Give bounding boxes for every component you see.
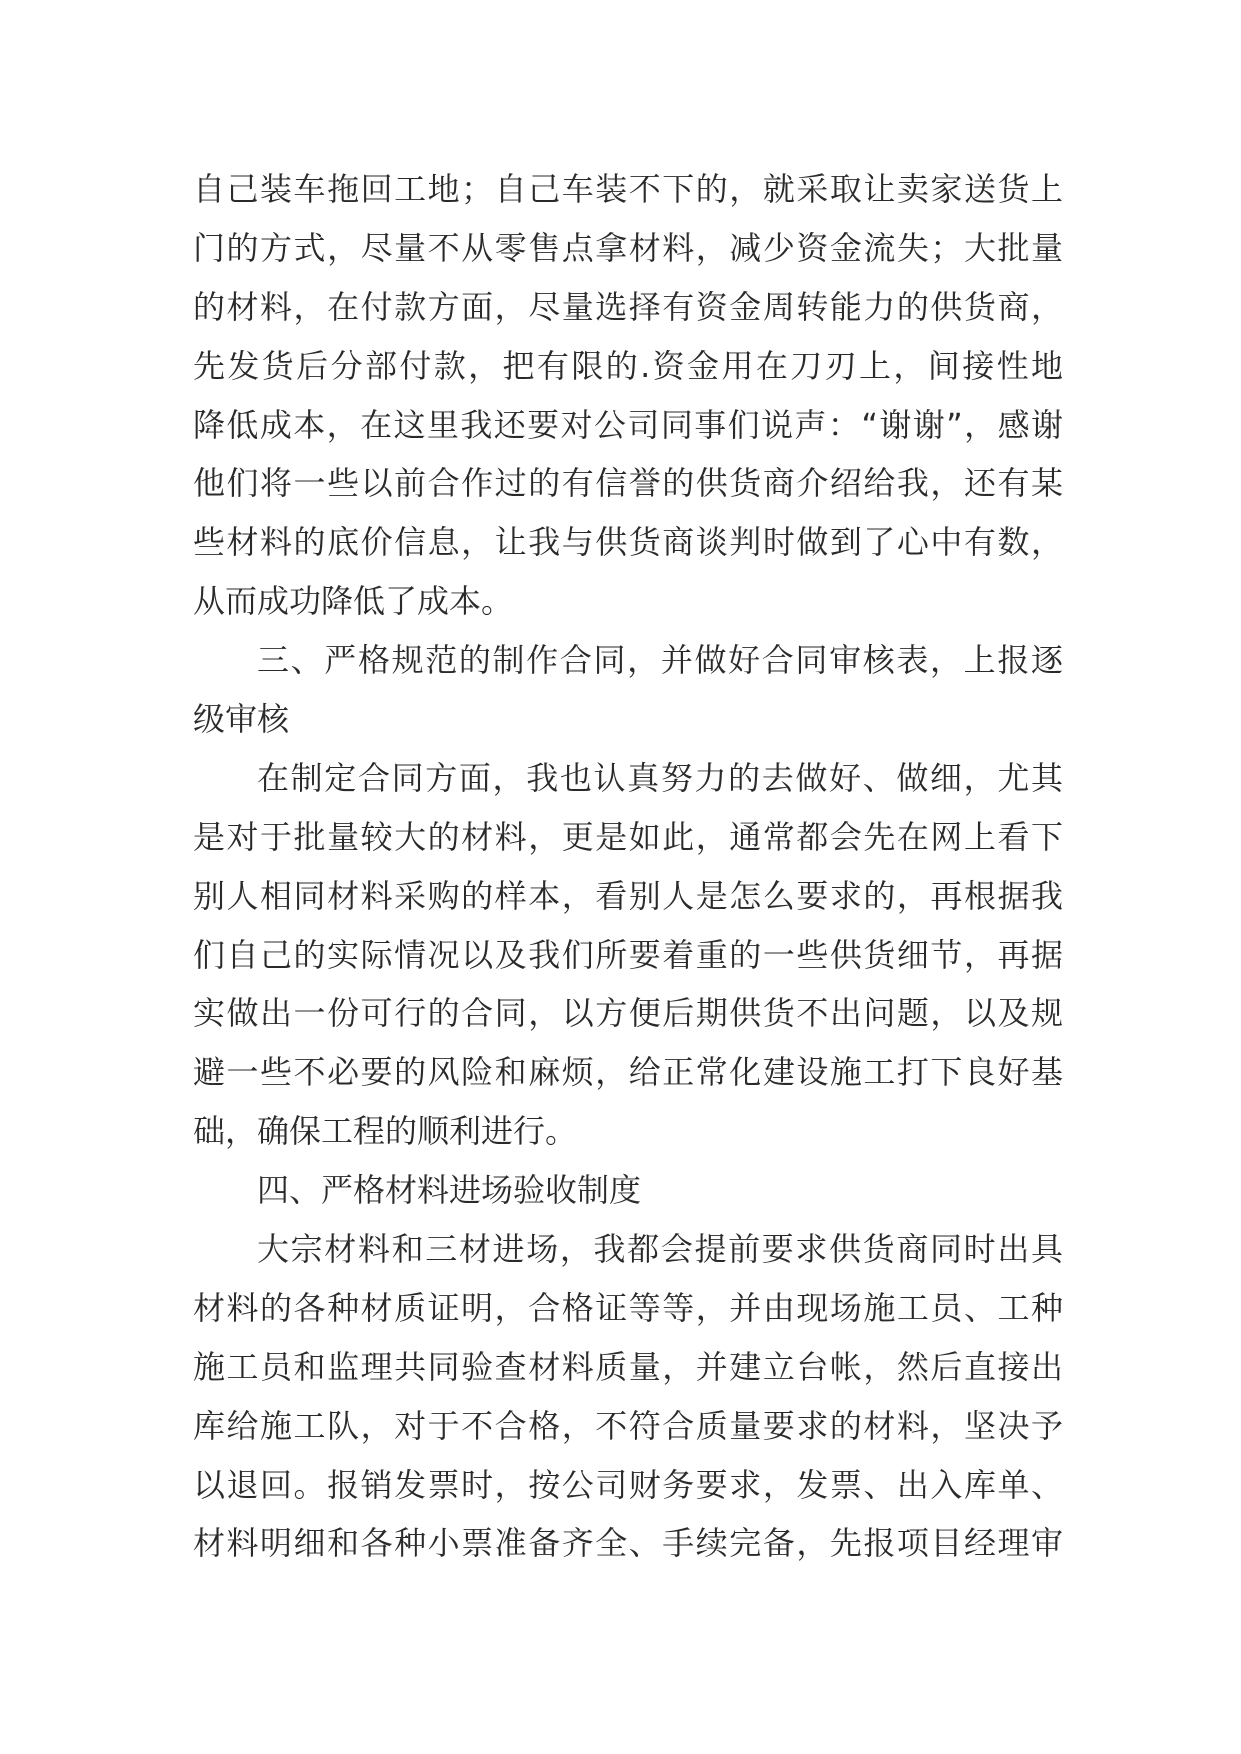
text-line: 降低成本，在这里我还要对公司同事们说声：“谢谢”，感谢 bbox=[193, 405, 1063, 444]
text-line: 的材料，在付款方面，尽量选择有资金周转能力的供货商， bbox=[193, 287, 1063, 326]
text-line: 四、严格材料进场验收制度 bbox=[257, 1171, 642, 1210]
text-line: 是对于批量较大的材料，更是如此，通常都会先在网上看下 bbox=[193, 817, 1063, 856]
text-line: 们自己的实际情况以及我们所要着重的一些供货细节，再据 bbox=[193, 935, 1063, 974]
text-line: 材料明细和各种小票准备齐全、手续完备，先报项目经理审 bbox=[193, 1524, 1063, 1563]
text-line: 些材料的底价信息，让我与供货商谈判时做到了心中有数， bbox=[193, 523, 1063, 562]
text-line: 门的方式，尽量不从零售点拿材料，减少资金流失；大批量 bbox=[193, 228, 1063, 267]
text-line: 从而成功降低了成本。 bbox=[193, 582, 514, 621]
text-line: 他们将一些以前合作过的有信誉的供货商介绍给我，还有某 bbox=[193, 464, 1063, 503]
text-line: 别人相同材料采购的样本，看别人是怎么要求的，再根据我 bbox=[193, 876, 1063, 915]
text-line: 先发货后分部付款，把有限的.资金用在刀刃上，间接性地 bbox=[193, 346, 1063, 385]
text-line: 以退回。报销发票时，按公司财务要求，发票、出入库单、 bbox=[193, 1465, 1063, 1504]
text-line: 在制定合同方面，我也认真努力的去做好、做细，尤其 bbox=[257, 758, 1063, 797]
text-line: 库给施工队，对于不合格，不符合质量要求的材料，坚决予 bbox=[193, 1406, 1063, 1445]
text-line: 级审核 bbox=[193, 700, 290, 739]
text-line: 础，确保工程的顺利进行。 bbox=[193, 1112, 578, 1151]
text-line: 三、严格规范的制作合同，并做好合同审核表，上报逐 bbox=[257, 641, 1063, 680]
text-line: 施工员和监理共同验查材料质量，并建立台帐，然后直接出 bbox=[193, 1347, 1063, 1386]
text-line: 自己装车拖回工地；自己车装不下的，就采取让卖家送货上 bbox=[193, 170, 1063, 208]
document-body bbox=[193, 160, 1063, 1573]
text-line: 实做出一份可行的合同，以方便后期供货不出问题，以及规 bbox=[193, 994, 1063, 1033]
text-line: 避一些不必要的风险和麻烦，给正常化建设施工打下良好基 bbox=[193, 1053, 1063, 1092]
text-line: 材料的各种材质证明，合格证等等，并由现场施工员、工种 bbox=[193, 1288, 1063, 1327]
text-line: 大宗材料和三材进场，我都会提前要求供货商同时出具 bbox=[257, 1230, 1063, 1269]
